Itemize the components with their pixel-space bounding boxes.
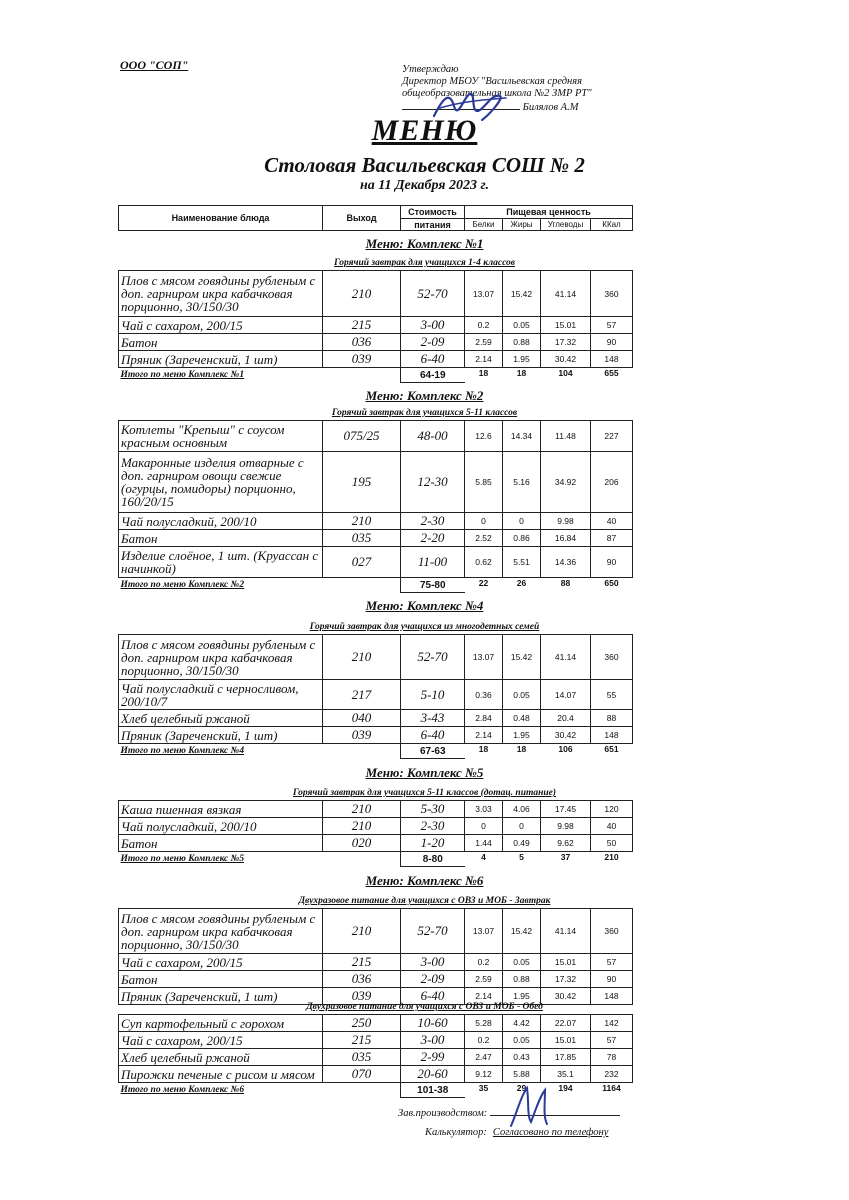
dish-output: 040 bbox=[323, 710, 401, 727]
column-cost-line1: Стоимость bbox=[401, 206, 465, 219]
manager-signature bbox=[505, 1082, 555, 1130]
table-row bbox=[119, 351, 633, 368]
total-label: Итого по меню Комплекс №5 bbox=[120, 854, 245, 865]
dish-carbs: 17.45 bbox=[541, 801, 591, 818]
column-output: Выход bbox=[323, 206, 401, 231]
dish-proteins: 0 bbox=[465, 818, 503, 835]
dish-carbs: 41.14 bbox=[541, 909, 591, 954]
calculator-label: Калькулятор: bbox=[425, 1127, 487, 1138]
table-row bbox=[119, 909, 633, 954]
dish-cost: 2-99 bbox=[401, 1049, 465, 1066]
canteen-name: Столовая Васильевская СОШ № 2 bbox=[264, 153, 585, 177]
dish-output: 210 bbox=[323, 818, 401, 835]
dish-cost: 2-09 bbox=[401, 971, 465, 988]
dish-proteins: 2.14 bbox=[465, 988, 503, 1005]
dish-kcal: 50 bbox=[591, 835, 633, 852]
dish-proteins: 2.52 bbox=[465, 530, 503, 547]
dish-proteins: 13.07 bbox=[465, 909, 503, 954]
total-label: Итого по меню Комплекс №4 bbox=[120, 746, 245, 757]
dish-name: Плов с мясом говядины рубленым с доп. гарниром икра кабачковая порционно, 30/150/30 bbox=[119, 909, 323, 954]
total-fats: 18 bbox=[516, 744, 527, 754]
dish-carbs: 20.4 bbox=[541, 710, 591, 727]
table-row bbox=[119, 1049, 633, 1066]
dish-proteins: 13.07 bbox=[465, 635, 503, 680]
dish-cost: 3-00 bbox=[401, 317, 465, 334]
total-fats: 18 bbox=[516, 368, 527, 378]
table-row bbox=[119, 530, 633, 547]
dish-cost: 6-40 bbox=[401, 988, 465, 1005]
dish-output: 215 bbox=[323, 954, 401, 971]
dish-kcal: 148 bbox=[591, 727, 633, 744]
dish-carbs: 17.32 bbox=[541, 334, 591, 351]
dish-proteins: 12.6 bbox=[465, 421, 503, 452]
dish-cost: 6-40 bbox=[401, 351, 465, 368]
dish-name: Чай с сахаром, 200/15 bbox=[119, 1032, 323, 1049]
dish-output: 039 bbox=[323, 988, 401, 1005]
dish-fats: 15.42 bbox=[503, 909, 541, 954]
dish-carbs: 35.1 bbox=[541, 1066, 591, 1083]
dish-fats: 0 bbox=[503, 513, 541, 530]
production-label: Зав.производством: bbox=[398, 1108, 488, 1119]
total-carbs: 104 bbox=[558, 368, 573, 378]
dish-carbs: 17.85 bbox=[541, 1049, 591, 1066]
approval-label: Утверждаю bbox=[402, 64, 459, 75]
section-subtitle: Горячий завтрак для учащихся 5-11 классов bbox=[331, 408, 518, 418]
dish-carbs: 16.84 bbox=[541, 530, 591, 547]
dish-fats: 1.95 bbox=[503, 727, 541, 744]
dish-proteins: 13.07 bbox=[465, 271, 503, 317]
dish-carbs: 9.98 bbox=[541, 818, 591, 835]
dish-kcal: 40 bbox=[591, 513, 633, 530]
dish-name: Суп картофельный с горохом bbox=[119, 1015, 323, 1032]
dish-cost: 6-40 bbox=[401, 727, 465, 744]
dish-carbs: 41.14 bbox=[541, 271, 591, 317]
total-cost: 8-80 bbox=[401, 852, 465, 867]
dish-output: 039 bbox=[323, 351, 401, 368]
dish-name: Пряник (Зареченский, 1 шт) bbox=[119, 988, 323, 1005]
table-row bbox=[119, 954, 633, 971]
total-row bbox=[119, 368, 633, 383]
dish-fats: 1.95 bbox=[503, 988, 541, 1005]
dish-output: 039 bbox=[323, 727, 401, 744]
dish-kcal: 88 bbox=[591, 710, 633, 727]
dish-output: 215 bbox=[323, 317, 401, 334]
dish-cost: 20-60 bbox=[401, 1066, 465, 1083]
dish-proteins: 3.03 bbox=[465, 801, 503, 818]
total-kcal: 651 bbox=[604, 744, 619, 754]
section-subtitle: Горячий завтрак для учащихся из многодетных семей bbox=[309, 622, 540, 632]
calculator-value: Согласовано по телефону bbox=[492, 1127, 609, 1138]
column-proteins: Белки bbox=[465, 219, 503, 231]
section-title: Меню: Комплекс №2 bbox=[365, 388, 484, 403]
dish-kcal: 90 bbox=[591, 334, 633, 351]
dish-output: 215 bbox=[323, 1032, 401, 1049]
menu-date: на 11 Декабря 2023 г. bbox=[359, 178, 490, 193]
dish-name: Батон bbox=[119, 971, 323, 988]
dish-name: Пряник (Зареченский, 1 шт) bbox=[119, 727, 323, 744]
section-title: Меню: Комплекс №1 bbox=[365, 236, 484, 251]
dish-proteins: 0.2 bbox=[465, 317, 503, 334]
section-subtitle: Двухразовое питание для учащихся с ОВЗ и МОБ - Завтрак bbox=[298, 896, 551, 906]
total-cost: 75-80 bbox=[401, 578, 465, 593]
table-row bbox=[119, 971, 633, 988]
dish-cost: 5-10 bbox=[401, 680, 465, 710]
dish-output: 217 bbox=[323, 680, 401, 710]
menu-table bbox=[118, 1014, 633, 1098]
dish-name: Хлеб целебный ржаной bbox=[119, 1049, 323, 1066]
dish-carbs: 30.42 bbox=[541, 351, 591, 368]
dish-name: Пирожки печеные с рисом и мясом bbox=[119, 1066, 323, 1083]
dish-fats: 0.86 bbox=[503, 530, 541, 547]
total-cost: 64-19 bbox=[401, 368, 465, 383]
dish-kcal: 232 bbox=[591, 1066, 633, 1083]
dish-fats: 5.88 bbox=[503, 1066, 541, 1083]
approval-school: общеобразовательная школа №2 ЗМР РТ" bbox=[402, 88, 592, 99]
dish-fats: 0.05 bbox=[503, 317, 541, 334]
dish-name: Макаронные изделия отварные с доп. гарниром овощи свежие (огурцы, помидоры) порционно, 160/20/15 bbox=[119, 452, 323, 513]
table-row bbox=[119, 635, 633, 680]
dish-proteins: 0.2 bbox=[465, 1032, 503, 1049]
dish-cost: 52-70 bbox=[401, 635, 465, 680]
table-row bbox=[119, 727, 633, 744]
dish-proteins: 2.14 bbox=[465, 727, 503, 744]
section-title: Меню: Комплекс №6 bbox=[365, 873, 484, 888]
dish-fats: 5.51 bbox=[503, 547, 541, 578]
total-carbs: 194 bbox=[558, 1083, 573, 1093]
calculator-line bbox=[425, 1127, 608, 1138]
dish-carbs: 11.48 bbox=[541, 421, 591, 452]
dish-fats: 1.95 bbox=[503, 351, 541, 368]
dish-proteins: 0.36 bbox=[465, 680, 503, 710]
dish-name: Плов с мясом говядины рубленым с доп. гарниром икра кабачковая порционно, 30/150/30 bbox=[119, 635, 323, 680]
dish-carbs: 15.01 bbox=[541, 954, 591, 971]
section-title: Меню: Комплекс №4 bbox=[365, 598, 484, 613]
total-cost: 101-38 bbox=[401, 1083, 465, 1098]
dish-cost: 3-00 bbox=[401, 1032, 465, 1049]
dish-kcal: 360 bbox=[591, 271, 633, 317]
dish-output: 070 bbox=[323, 1066, 401, 1083]
dish-output: 250 bbox=[323, 1015, 401, 1032]
table-row bbox=[119, 513, 633, 530]
total-label: Итого по меню Комплекс №2 bbox=[120, 580, 245, 591]
total-row bbox=[119, 744, 633, 759]
dish-fats: 14.34 bbox=[503, 421, 541, 452]
dish-carbs: 15.01 bbox=[541, 317, 591, 334]
dish-output: 210 bbox=[323, 909, 401, 954]
dish-fats: 0.88 bbox=[503, 334, 541, 351]
dish-carbs: 17.32 bbox=[541, 971, 591, 988]
dish-proteins: 0.62 bbox=[465, 547, 503, 578]
dish-name: Хлеб целебный ржаной bbox=[119, 710, 323, 727]
section-subtitle-lunch: Двухразовое питание для учащихся с ОВЗ и МОБ - Обед bbox=[306, 1002, 543, 1012]
column-dish: Наименование блюда bbox=[119, 206, 323, 231]
total-row bbox=[119, 852, 633, 867]
dish-fats: 15.42 bbox=[503, 635, 541, 680]
dish-fats: 0.88 bbox=[503, 971, 541, 988]
dish-proteins: 5.85 bbox=[465, 452, 503, 513]
dish-fats: 0.48 bbox=[503, 710, 541, 727]
dish-output: 210 bbox=[323, 271, 401, 317]
menu-table bbox=[118, 800, 633, 867]
dish-kcal: 87 bbox=[591, 530, 633, 547]
dish-output: 210 bbox=[323, 635, 401, 680]
menu-table bbox=[118, 908, 633, 1005]
dish-kcal: 360 bbox=[591, 635, 633, 680]
table-row bbox=[119, 1032, 633, 1049]
dish-proteins: 2.84 bbox=[465, 710, 503, 727]
dish-kcal: 360 bbox=[591, 909, 633, 954]
table-row bbox=[119, 680, 633, 710]
dish-proteins: 2.59 bbox=[465, 334, 503, 351]
column-cost-line2: питания bbox=[401, 219, 465, 231]
column-fats: Жиры bbox=[503, 219, 541, 231]
dish-name: Пряник (Зареченский, 1 шт) bbox=[119, 351, 323, 368]
dish-carbs: 41.14 bbox=[541, 635, 591, 680]
menu-table bbox=[118, 634, 633, 759]
dish-name: Батон bbox=[119, 530, 323, 547]
dish-output: 036 bbox=[323, 334, 401, 351]
dish-proteins: 2.47 bbox=[465, 1049, 503, 1066]
dish-name: Котлеты "Крепыш" с соусом красным основным bbox=[119, 421, 323, 452]
dish-fats: 0.49 bbox=[503, 835, 541, 852]
dish-kcal: 40 bbox=[591, 818, 633, 835]
dish-output: 210 bbox=[323, 513, 401, 530]
dish-kcal: 57 bbox=[591, 317, 633, 334]
dish-name: Чай полусладкий, 200/10 bbox=[119, 818, 323, 835]
dish-fats: 0.43 bbox=[503, 1049, 541, 1066]
section-subtitle: Горячий завтрак для учащихся 1-4 классов bbox=[333, 258, 516, 268]
dish-output: 210 bbox=[323, 801, 401, 818]
dish-cost: 48-00 bbox=[401, 421, 465, 452]
total-carbs: 37 bbox=[560, 852, 571, 862]
dish-output: 195 bbox=[323, 452, 401, 513]
dish-fats: 0.05 bbox=[503, 680, 541, 710]
approval-name: Билялов А.М bbox=[522, 102, 579, 113]
dish-carbs: 22.07 bbox=[541, 1015, 591, 1032]
dish-kcal: 78 bbox=[591, 1049, 633, 1066]
dish-proteins: 0.2 bbox=[465, 954, 503, 971]
table-row bbox=[119, 547, 633, 578]
dish-name: Изделие слоёное, 1 шт. (Круассан с начинкой) bbox=[119, 547, 323, 578]
dish-proteins: 2.14 bbox=[465, 351, 503, 368]
dish-carbs: 9.62 bbox=[541, 835, 591, 852]
dish-cost: 52-70 bbox=[401, 271, 465, 317]
dish-proteins: 9.12 bbox=[465, 1066, 503, 1083]
document-title: МЕНЮ bbox=[371, 114, 478, 147]
dish-kcal: 148 bbox=[591, 351, 633, 368]
column-kcal: ККал bbox=[591, 219, 633, 231]
menu-table bbox=[118, 270, 633, 383]
dish-carbs: 34.92 bbox=[541, 452, 591, 513]
table-row bbox=[119, 710, 633, 727]
total-proteins: 35 bbox=[478, 1083, 489, 1093]
total-proteins: 18 bbox=[478, 368, 489, 378]
total-label: Итого по меню Комплекс №6 bbox=[120, 1085, 245, 1096]
dish-cost: 2-09 bbox=[401, 334, 465, 351]
dish-cost: 3-00 bbox=[401, 954, 465, 971]
dish-name: Плов с мясом говядины рубленым с доп. гарниром икра кабачковая порционно, 30/150/30 bbox=[119, 271, 323, 317]
total-kcal: 650 bbox=[604, 578, 619, 588]
total-kcal: 1164 bbox=[602, 1083, 621, 1093]
dish-output: 027 bbox=[323, 547, 401, 578]
table-row bbox=[119, 1066, 633, 1083]
dish-proteins: 5.28 bbox=[465, 1015, 503, 1032]
dish-carbs: 14.36 bbox=[541, 547, 591, 578]
dish-name: Чай полусладкий, 200/10 bbox=[119, 513, 323, 530]
table-row bbox=[119, 271, 633, 317]
dish-kcal: 227 bbox=[591, 421, 633, 452]
total-proteins: 18 bbox=[478, 744, 489, 754]
dish-carbs: 9.98 bbox=[541, 513, 591, 530]
dish-output: 020 bbox=[323, 835, 401, 852]
dish-cost: 3-43 bbox=[401, 710, 465, 727]
dish-output: 035 bbox=[323, 1049, 401, 1066]
dish-carbs: 30.42 bbox=[541, 988, 591, 1005]
dish-name: Чай полусладкий с черносливом, 200/10/7 bbox=[119, 680, 323, 710]
dish-proteins: 0 bbox=[465, 513, 503, 530]
dish-kcal: 55 bbox=[591, 680, 633, 710]
dish-carbs: 15.01 bbox=[541, 1032, 591, 1049]
dish-name: Чай с сахаром, 200/15 bbox=[119, 317, 323, 334]
dish-fats: 0.05 bbox=[503, 1032, 541, 1049]
dish-carbs: 14.07 bbox=[541, 680, 591, 710]
total-row bbox=[119, 1083, 633, 1098]
approval-position: Директор МБОУ "Васильевская средняя bbox=[402, 76, 583, 87]
dish-fats: 15.42 bbox=[503, 271, 541, 317]
dish-kcal: 120 bbox=[591, 801, 633, 818]
dish-name: Чай с сахаром, 200/15 bbox=[119, 954, 323, 971]
organization-name: ООО "СОП" bbox=[120, 58, 189, 72]
total-proteins: 22 bbox=[478, 578, 489, 588]
dish-name: Батон bbox=[119, 334, 323, 351]
dish-proteins: 1.44 bbox=[465, 835, 503, 852]
column-nutrition: Пищевая ценность bbox=[465, 206, 633, 219]
dish-kcal: 206 bbox=[591, 452, 633, 513]
total-proteins: 4 bbox=[481, 852, 486, 862]
dish-cost: 2-30 bbox=[401, 818, 465, 835]
dish-kcal: 90 bbox=[591, 547, 633, 578]
table-row bbox=[119, 452, 633, 513]
dish-output: 036 bbox=[323, 971, 401, 988]
dish-carbs: 30.42 bbox=[541, 727, 591, 744]
dish-output: 075/25 bbox=[323, 421, 401, 452]
total-carbs: 106 bbox=[558, 744, 573, 754]
dish-cost: 52-70 bbox=[401, 909, 465, 954]
menu-table bbox=[118, 420, 633, 593]
dish-fats: 5.16 bbox=[503, 452, 541, 513]
dish-fats: 4.42 bbox=[503, 1015, 541, 1032]
table-row bbox=[119, 334, 633, 351]
dish-cost: 10-60 bbox=[401, 1015, 465, 1032]
total-cost: 67-63 bbox=[401, 744, 465, 759]
dish-kcal: 57 bbox=[591, 954, 633, 971]
table-row bbox=[119, 818, 633, 835]
table-row bbox=[119, 1015, 633, 1032]
dish-kcal: 90 bbox=[591, 971, 633, 988]
total-fats: 29 bbox=[516, 1083, 527, 1093]
total-fats: 5 bbox=[519, 852, 524, 862]
dish-fats: 4.06 bbox=[503, 801, 541, 818]
dish-fats: 0 bbox=[503, 818, 541, 835]
total-carbs: 88 bbox=[560, 578, 571, 588]
total-kcal: 655 bbox=[604, 368, 619, 378]
dish-fats: 0.05 bbox=[503, 954, 541, 971]
column-header-table bbox=[118, 205, 633, 231]
dish-kcal: 148 bbox=[591, 988, 633, 1005]
table-row bbox=[119, 317, 633, 334]
dish-cost: 5-30 bbox=[401, 801, 465, 818]
dish-name: Каша пшенная вязкая bbox=[119, 801, 323, 818]
total-fats: 26 bbox=[516, 578, 527, 588]
dish-cost: 2-30 bbox=[401, 513, 465, 530]
dish-cost: 12-30 bbox=[401, 452, 465, 513]
dish-proteins: 2.59 bbox=[465, 971, 503, 988]
table-row bbox=[119, 801, 633, 818]
section-title: Меню: Комплекс №5 bbox=[365, 765, 484, 780]
dish-kcal: 142 bbox=[591, 1015, 633, 1032]
table-row bbox=[119, 421, 633, 452]
dish-cost: 2-20 bbox=[401, 530, 465, 547]
total-label: Итого по меню Комплекс №1 bbox=[120, 370, 245, 381]
column-carbs: Углеводы bbox=[541, 219, 591, 231]
total-kcal: 210 bbox=[604, 852, 619, 862]
dish-output: 035 bbox=[323, 530, 401, 547]
section-subtitle: Горячий завтрак для учащихся 5-11 классов (дотац. питание) bbox=[292, 788, 557, 798]
dish-cost: 1-20 bbox=[401, 835, 465, 852]
dish-kcal: 57 bbox=[591, 1032, 633, 1049]
dish-name: Батон bbox=[119, 835, 323, 852]
total-row bbox=[119, 578, 633, 593]
dish-cost: 11-00 bbox=[401, 547, 465, 578]
table-row bbox=[119, 835, 633, 852]
